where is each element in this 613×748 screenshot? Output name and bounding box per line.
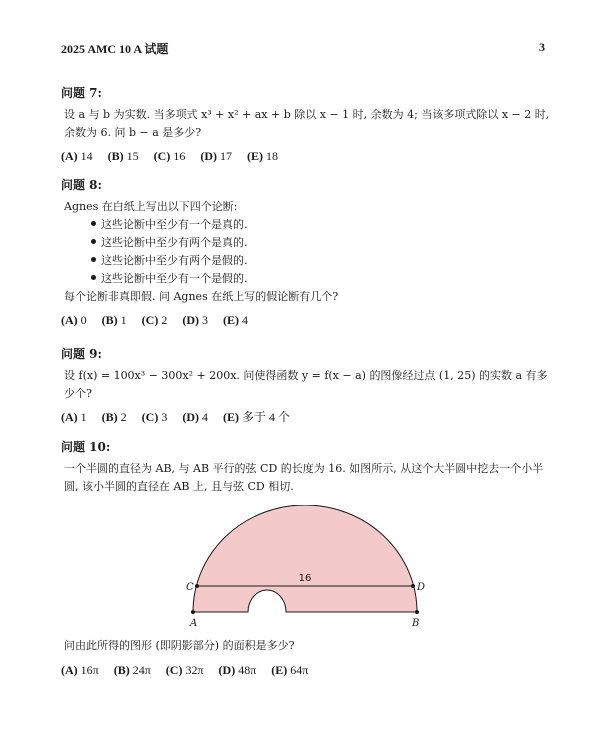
label-c: C <box>186 582 194 593</box>
choice-a[interactable]: (A) 14 <box>61 149 93 163</box>
list-item: 这些论断中至少有一个是假的. <box>91 270 551 288</box>
point-d <box>411 584 415 588</box>
choice-e[interactable]: (E) 多于 4 个 <box>223 410 291 424</box>
semicircle-diagram <box>180 505 430 635</box>
answer-choices <box>61 148 551 164</box>
chord-length-label: 16 <box>298 573 312 584</box>
list-item: 这些论断中至少有一个是真的. <box>91 216 551 234</box>
point-c <box>195 584 199 588</box>
statement-list <box>61 216 551 288</box>
problem-question: 每个论断非真即假. 问 Agnes 在纸上写的假论断有几个? <box>64 289 339 303</box>
list-item: 这些论断中至少有两个是真的. <box>91 234 551 252</box>
shaded-region <box>193 505 417 612</box>
label-d: D <box>417 582 426 593</box>
exam-title: 2025 AMC 10 A 试题 <box>61 42 169 56</box>
problem-title: 问题 10: <box>61 440 111 454</box>
choice-b[interactable]: (B) 2 <box>101 410 127 424</box>
answer-choices <box>61 312 551 328</box>
label-b: B <box>412 618 420 629</box>
choice-c[interactable]: (C) 32π <box>165 662 204 677</box>
choice-c[interactable]: (C) 3 <box>141 410 168 424</box>
choice-a[interactable]: (A) 0 <box>61 313 87 327</box>
answer-choices <box>61 409 551 425</box>
problem-7 <box>61 85 551 164</box>
choice-b[interactable]: (B) 24π <box>113 662 151 677</box>
list-item: 这些论断中至少有两个是假的. <box>91 252 551 270</box>
choice-e[interactable]: (E) 64π <box>271 662 309 677</box>
choice-c[interactable]: (C) 16 <box>153 149 186 163</box>
problem-9 <box>61 346 551 425</box>
choice-d[interactable]: (D) 48π <box>218 662 257 677</box>
problem-title: 问题 9: <box>61 347 102 361</box>
bullet-icon <box>91 239 96 244</box>
choice-b[interactable]: (B) 1 <box>101 313 127 327</box>
point-b <box>415 610 419 614</box>
problem-title: 问题 8: <box>61 178 102 192</box>
choice-d[interactable]: (D) 4 <box>182 410 209 424</box>
point-a <box>191 610 195 614</box>
choice-e[interactable]: (E) 18 <box>247 149 279 163</box>
choice-d[interactable]: (D) 3 <box>182 313 209 327</box>
choice-a[interactable]: (A) 1 <box>61 410 87 424</box>
bullet-icon <box>91 257 96 262</box>
page-number: 3 <box>539 40 545 54</box>
choice-c[interactable]: (C) 2 <box>141 313 168 327</box>
page-header <box>61 40 545 56</box>
bullet-icon <box>91 275 96 280</box>
choice-b[interactable]: (B) 15 <box>107 149 139 163</box>
bullet-icon <box>91 221 96 226</box>
problem-10-question <box>61 637 551 678</box>
problem-question: 问由此所得的图形 (即阴影部分) 的面积是多少? <box>64 639 295 652</box>
problem-8 <box>61 177 551 328</box>
problem-10 <box>61 439 551 495</box>
answer-choices <box>61 662 551 678</box>
problem-intro: Agnes 在白纸上写出以下四个论断: <box>64 200 238 213</box>
choice-d[interactable]: (D) 17 <box>200 149 233 163</box>
label-a: A <box>190 618 198 629</box>
problem-text: 设 a 与 b 为实数. 当多项式 x³ + x² + ax + b 除以 x − 1 时, 余数为 4; 当该多项式除以 x − 2 时, 余数为 6. 问 b − a 是多少? <box>64 108 550 139</box>
choice-e[interactable]: (E) 4 <box>223 313 249 327</box>
problem-text: 一个半圆的直径为 AB, 与 AB 平行的弦 CD 的长度为 16. 如图所示, 从这个大半圆中挖去一个小半圆, 该小半圆的直径在 AB 上, 且与弦 CD 相切. <box>64 462 544 493</box>
choice-a[interactable]: (A) 16π <box>61 662 99 677</box>
problem-text: 设 f(x) = 100x³ − 300x² + 200x. 问使得函数 y = f(x − a) 的图像经过点 (1, 25) 的实数 a 有多少个? <box>64 369 548 400</box>
semicircle-figure <box>180 505 430 635</box>
problem-title: 问题 7: <box>61 86 102 100</box>
